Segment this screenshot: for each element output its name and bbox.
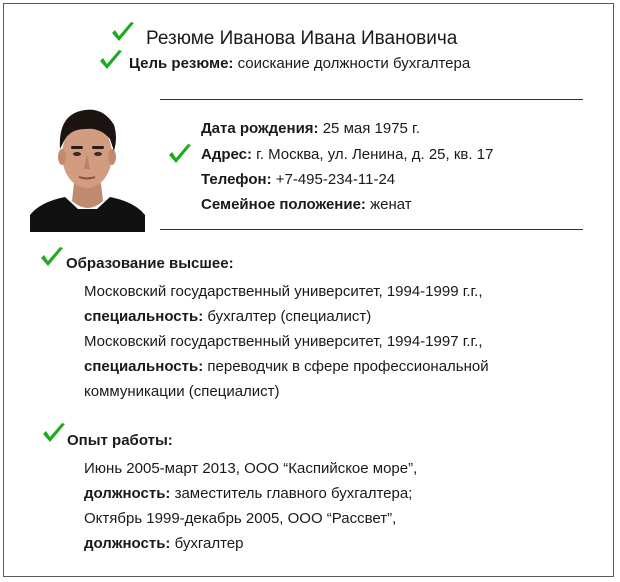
marital-value: женат: [365, 196, 412, 213]
dob-line: [201, 121, 420, 136]
address-value: г. Москва, ул. Ленина, д. 25, кв. 17: [252, 146, 494, 163]
education-line-2: Московский государственный университет, 1994-1997 г.г.,: [84, 333, 483, 350]
pos1-value: заместитель главного бухгалтера;: [170, 485, 413, 502]
phone-value: +7-495-234-11-24: [271, 171, 396, 188]
check-icon: [98, 48, 124, 72]
education-spec-2-cont: коммуникации (специалист): [84, 383, 280, 400]
experience-line-2: Октябрь 1999-декабрь 2005, ООО “Рассвет”,: [84, 510, 397, 527]
education-spec-2: [84, 359, 489, 374]
dob-value: 25 мая 1975 г.: [318, 120, 420, 137]
divider-bottom: [160, 229, 583, 230]
spec2-value: переводчик в сфере профессиональной: [203, 358, 489, 375]
education-spec-1: [84, 309, 371, 324]
resume-title: Резюме Иванова Ивана Ивановича: [146, 28, 458, 49]
dob-label: Дата рождения:: [201, 120, 319, 137]
check-icon: [167, 142, 193, 166]
marital-label: Семейное положение:: [201, 196, 366, 213]
marital-line: [201, 197, 412, 212]
check-icon: [110, 20, 136, 44]
spec1-label: специальность:: [84, 308, 204, 325]
experience-pos-1: [84, 486, 412, 501]
goal-label: Цель резюме:: [129, 55, 234, 72]
pos2-label: должность:: [84, 535, 171, 552]
spec2-label: специальность:: [84, 358, 204, 375]
pos2-value: бухгалтер: [170, 535, 244, 552]
goal-line: [129, 56, 470, 71]
check-icon: [39, 245, 65, 269]
address-label: Адрес:: [201, 146, 252, 163]
check-icon: [41, 421, 67, 445]
divider-top: [160, 99, 583, 100]
experience-line-1: Июнь 2005-март 2013, ООО “Каспийское море”,: [84, 460, 418, 477]
experience-pos-2: [84, 536, 243, 551]
experience-heading: Опыт работы:: [67, 432, 173, 449]
phone-line: [201, 172, 395, 187]
education-heading: Образование высшее:: [66, 255, 234, 272]
person-photo: [30, 97, 145, 232]
goal-value: соискание должности бухгалтера: [233, 55, 471, 72]
address-line: [201, 147, 493, 162]
spec1-value: бухгалтер (специалист): [203, 308, 372, 325]
pos1-label: должность:: [84, 485, 171, 502]
education-line-1: Московский государственный университет, 1994-1999 г.г.,: [84, 283, 483, 300]
phone-label: Телефон:: [201, 171, 272, 188]
